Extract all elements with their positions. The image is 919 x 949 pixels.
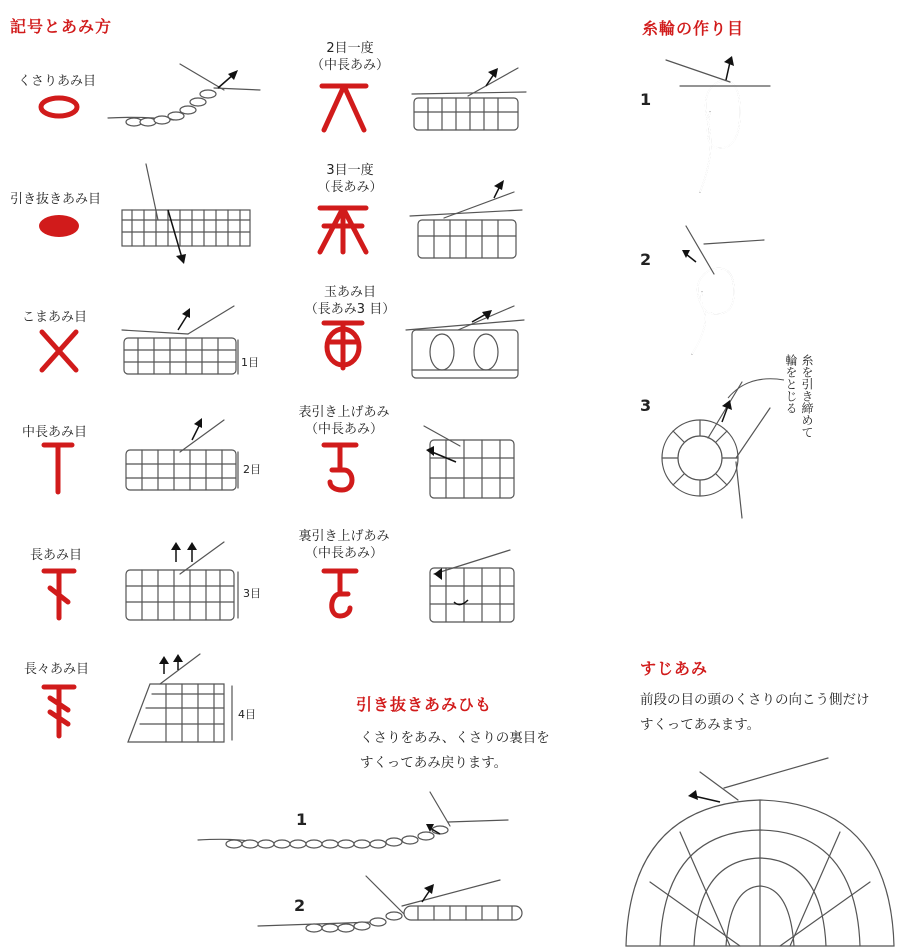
suji-section-title: すじあみ bbox=[640, 659, 709, 678]
mid-label-back-post: 裏引き上げあみ （中長あみ） bbox=[298, 529, 390, 561]
hikinuki-step-1: 1 bbox=[296, 810, 308, 829]
front-post-illustration bbox=[420, 422, 526, 502]
front-post-symbol-icon bbox=[318, 440, 364, 496]
ring-step-1: 1 bbox=[640, 90, 652, 109]
back-post-symbol-icon bbox=[318, 566, 364, 622]
ring-step-3: 3 bbox=[640, 396, 652, 415]
treble-symbol-icon bbox=[40, 682, 80, 740]
ring-step-2: 2 bbox=[640, 250, 652, 269]
mid-label-dec3: 3目一度 （長あみ） bbox=[317, 163, 383, 195]
row-count-4: 4目 bbox=[238, 708, 256, 721]
mid-label-dec2: 2目一度 （中長あみ） bbox=[310, 41, 389, 73]
chain-stitch-illustration bbox=[104, 60, 264, 140]
stitch-label-double: 長あみ目 bbox=[30, 548, 83, 563]
suji-text: 前段の目の頭のくさりの向こう側だけ すくってあみます。 bbox=[640, 692, 870, 733]
hdc2tog-symbol-icon bbox=[316, 80, 372, 136]
stitch-label-half-double: 中長あみ目 bbox=[22, 425, 88, 440]
back-post-illustration bbox=[420, 546, 526, 626]
mid-label-front-post: 表引き上げあみ （中長あみ） bbox=[298, 405, 390, 437]
ring-step1-illustration bbox=[660, 52, 780, 202]
hikinuki-step2-illustration bbox=[254, 872, 534, 944]
chain-symbol-icon bbox=[36, 94, 82, 122]
hikinuki-step1-illustration bbox=[194, 790, 514, 856]
bobble-illustration bbox=[402, 300, 528, 382]
ring-section-title: 糸輪の作り目 bbox=[642, 19, 745, 38]
dc3tog-illustration bbox=[404, 180, 526, 264]
single-crochet-symbol-icon bbox=[38, 328, 80, 374]
suji-illustration bbox=[620, 752, 900, 948]
treble-illustration bbox=[120, 654, 246, 748]
double-illustration bbox=[120, 540, 246, 624]
hdc2tog-illustration bbox=[408, 62, 530, 134]
row-count-1: 1目 bbox=[241, 356, 259, 369]
double-symbol-icon bbox=[40, 566, 80, 622]
bobble-symbol-icon bbox=[316, 318, 370, 372]
stitch-label-slip: 引き抜きあみ目 bbox=[10, 192, 102, 207]
ring-step3-illustration bbox=[652, 378, 792, 528]
stitch-label-treble: 長々あみ目 bbox=[24, 662, 90, 677]
ring-note-line1: 糸を引き締めて bbox=[800, 354, 814, 438]
row-count-3: 3目 bbox=[243, 587, 261, 600]
slip-symbol-icon bbox=[36, 212, 82, 240]
dc3tog-symbol-icon bbox=[312, 202, 374, 258]
stitch-label-chain: くさりあみ目 bbox=[18, 74, 97, 89]
hikinuki-text: くさりをあみ、くさりの裏目を すくってあみ戻ります。 bbox=[360, 730, 550, 771]
half-double-illustration bbox=[120, 416, 246, 496]
row-count-2: 2目 bbox=[243, 463, 261, 476]
hikinuki-step-2: 2 bbox=[294, 896, 306, 915]
half-double-symbol-icon bbox=[40, 440, 76, 496]
single-crochet-illustration bbox=[118, 300, 244, 382]
ring-step2-illustration bbox=[660, 222, 780, 362]
symbols-section-title: 記号とあみ方 bbox=[10, 17, 113, 36]
slip-stitch-illustration bbox=[118, 160, 258, 270]
mid-label-bobble: 玉あみ目 （長あみ3 目） bbox=[304, 285, 396, 317]
ring-note-line2: 輪をとじる bbox=[784, 354, 798, 414]
stitch-label-single: こまあみ目 bbox=[22, 310, 88, 325]
hikinuki-section-title: 引き抜きあみひも bbox=[356, 695, 493, 714]
